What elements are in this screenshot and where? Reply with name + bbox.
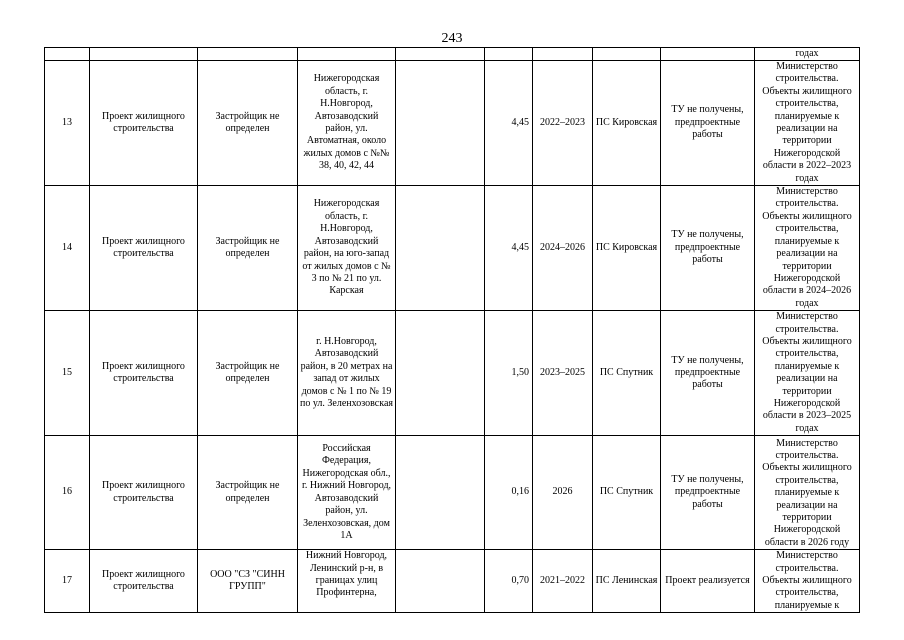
empty-cell — [396, 186, 485, 311]
project-name: Проект жилищного строительства — [90, 550, 198, 613]
table-row — [45, 186, 860, 311]
basis: Министерство строительства. Объекты жилищного строительства, планируемые к реализации на территории Нижегородской области в 2023–2025 годах — [755, 311, 860, 436]
substation: ПС Спутник — [593, 311, 661, 436]
location: Российская Федерация, Нижегородская обл., г. Нижний Новгород, Автозаводский район, ул. Зеленхозовская, дом 1А — [298, 436, 396, 550]
project-name: Проект жилищного строительства — [90, 61, 198, 186]
period: 2024–2026 — [533, 186, 593, 311]
status: ТУ не получены, предпроектные работы — [661, 311, 755, 436]
row-number: 16 — [45, 436, 90, 550]
project-name: Проект жилищного строительства — [90, 436, 198, 550]
table-row — [45, 311, 860, 436]
continuation-note: годах — [755, 48, 860, 61]
row-number: 17 — [45, 550, 90, 613]
project-name: Проект жилищного строительства — [90, 186, 198, 311]
location: Нижний Новгород, Ленинский р-н, в границах улиц Профинтерна, — [298, 550, 396, 613]
developer: Застройщик не определен — [198, 186, 298, 311]
area-value: 4,45 — [485, 61, 533, 186]
substation: ПС Кировская — [593, 186, 661, 311]
table-row — [45, 436, 860, 550]
empty-cell — [396, 550, 485, 613]
table-row-continuation — [45, 48, 860, 61]
area-value: 0,16 — [485, 436, 533, 550]
developer: Застройщик не определен — [198, 311, 298, 436]
table-row — [45, 61, 860, 186]
status: ТУ не получены, предпроектные работы — [661, 436, 755, 550]
row-number: 15 — [45, 311, 90, 436]
area-value: 1,50 — [485, 311, 533, 436]
developer: Застройщик не определен — [198, 436, 298, 550]
project-name: Проект жилищного строительства — [90, 311, 198, 436]
period: 2023–2025 — [533, 311, 593, 436]
developer: Застройщик не определен — [198, 61, 298, 186]
basis: Министерство строительства. Объекты жилищного строительства, планируемые к реализации на территории Нижегородской области в 2022–2023 годах — [755, 61, 860, 186]
location: г. Н.Новгород, Автозаводский район, в 20 метрах на запад от жилых домов с № 1 по № 19 по ул. Зеленхозовская — [298, 311, 396, 436]
empty-cell — [396, 436, 485, 550]
basis: Министерство строительства. Объекты жилищного строительства, планируемые к реализации на территории Нижегородской области в 2024–2026 годах — [755, 186, 860, 311]
substation: ПС Ленинская — [593, 550, 661, 613]
basis: Министерство строительства. Объекты жилищного строительства, планируемые к — [755, 550, 860, 613]
status: ТУ не получены, предпроектные работы — [661, 186, 755, 311]
period: 2026 — [533, 436, 593, 550]
table-row — [45, 550, 860, 613]
period: 2022–2023 — [533, 61, 593, 186]
row-number: 13 — [45, 61, 90, 186]
area-value: 4,45 — [485, 186, 533, 311]
substation: ПС Спутник — [593, 436, 661, 550]
substation: ПС Кировская — [593, 61, 661, 186]
row-number: 14 — [45, 186, 90, 311]
page-number: 243 — [441, 31, 463, 46]
basis: Министерство строительства. Объекты жилищного строительства, планируемые к реализации на территории Нижегородской области в 2026 году — [755, 436, 860, 550]
area-value: 0,70 — [485, 550, 533, 613]
status: ТУ не получены, предпроектные работы — [661, 61, 755, 186]
projects-table — [44, 47, 860, 613]
empty-cell — [396, 311, 485, 436]
empty-cell — [396, 61, 485, 186]
period: 2021–2022 — [533, 550, 593, 613]
developer: ООО "СЗ "СИНН ГРУПП" — [198, 550, 298, 613]
location: Нижегородская область, г. Н.Новгород, Автозаводский район, на юго-запад от жилых домов с № 3 по № 21 по ул. Карская — [298, 186, 396, 311]
location: Нижегородская область, г. Н.Новгород, Автозаводский район, ул. Автоматная, около жилых домов с №№ 38, 40, 42, 44 — [298, 61, 396, 186]
status: Проект реализуется — [661, 550, 755, 613]
